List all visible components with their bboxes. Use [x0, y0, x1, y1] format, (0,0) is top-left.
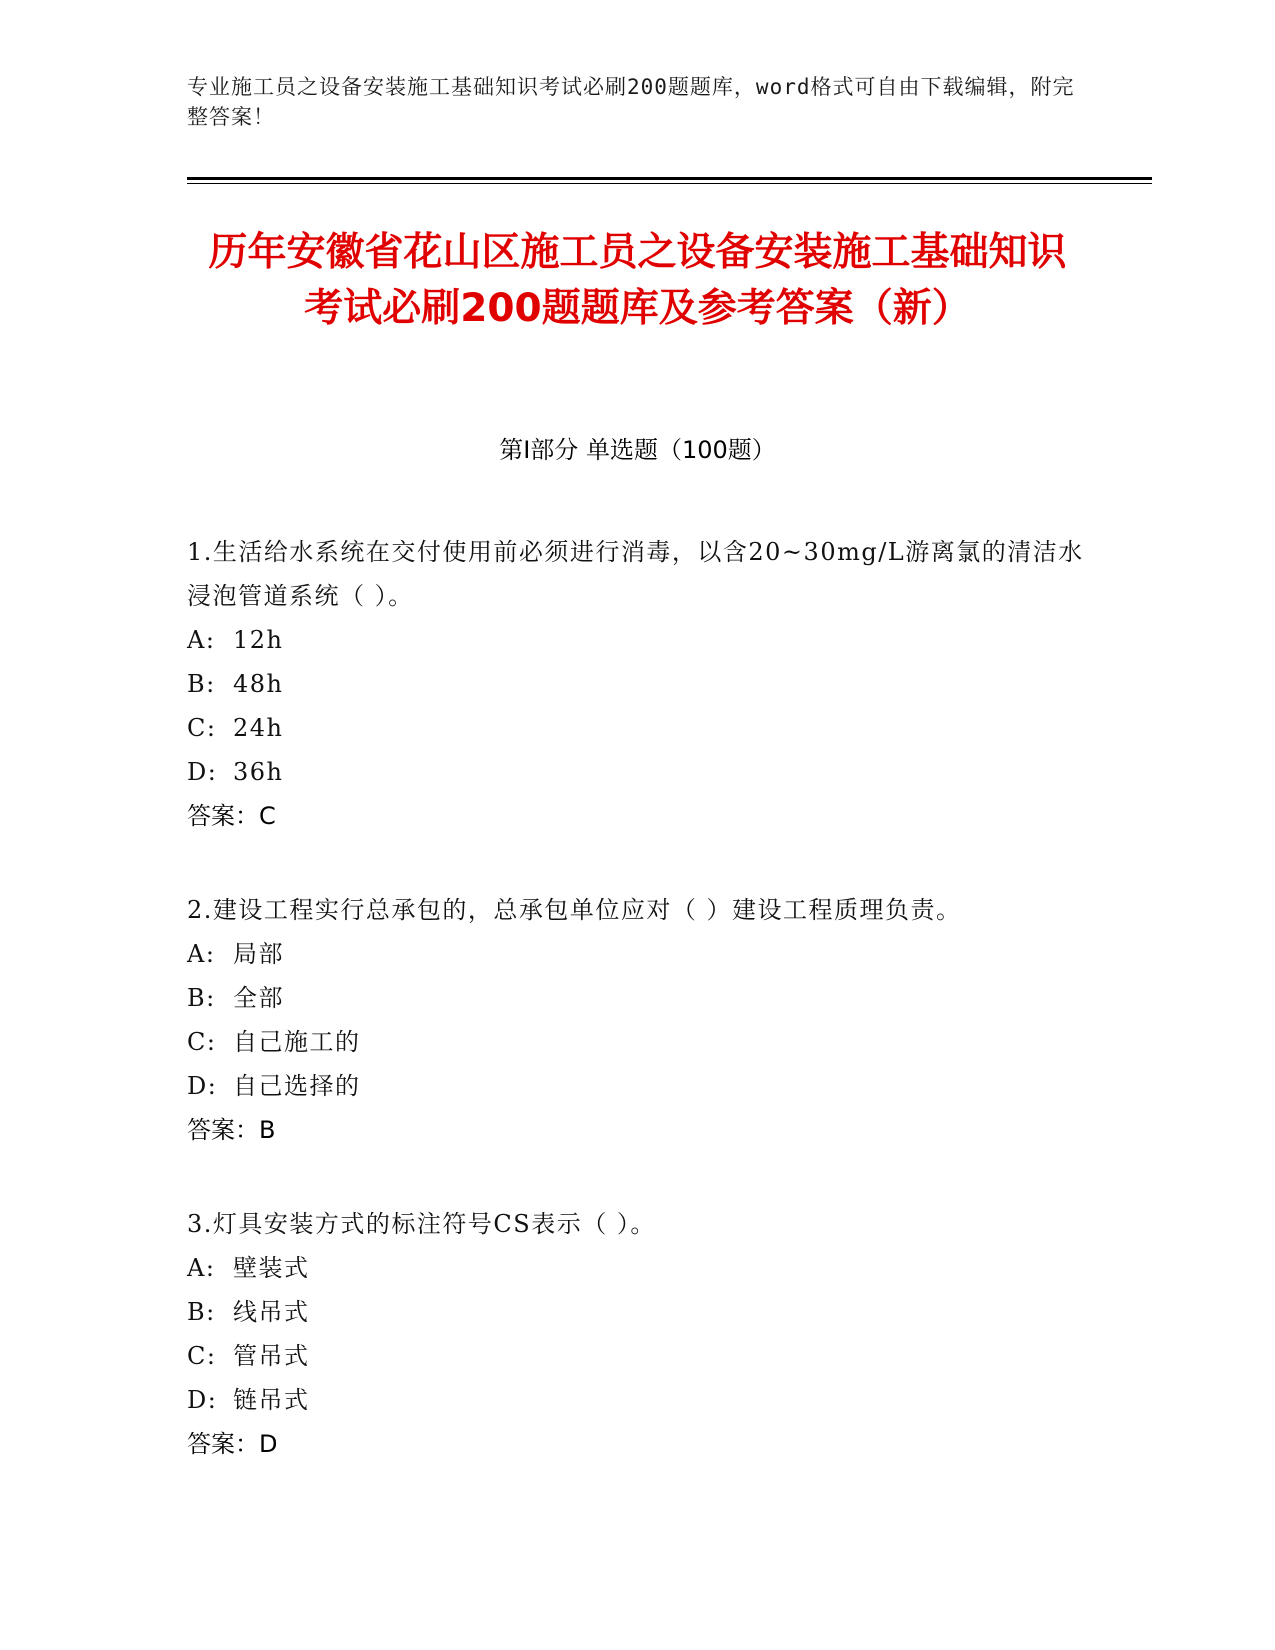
option-key: B:	[187, 670, 216, 698]
option-text: 36h	[233, 758, 284, 786]
option-key: D:	[187, 1386, 218, 1414]
section-heading: 第Ⅰ部分 单选题（100题）	[499, 436, 776, 464]
option-d	[187, 1064, 1087, 1108]
option-d	[187, 750, 1087, 794]
option-text: 自己选择的	[233, 1072, 361, 1100]
header-rule-thick	[187, 177, 1152, 180]
header-note: 专业施工员之设备安装施工基础知识考试必刷200题题库，word格式可自由下载编辑，附完整答案！	[187, 75, 1075, 129]
option-b	[187, 662, 1087, 706]
option-text: 管吊式	[233, 1342, 310, 1370]
option-key: D:	[187, 758, 218, 786]
option-text: 壁装式	[233, 1254, 310, 1282]
option-key: C:	[187, 1028, 217, 1056]
question-1	[187, 530, 1087, 838]
option-text: 局部	[233, 940, 284, 968]
option-key: A:	[187, 626, 216, 654]
header-rule-thin	[187, 183, 1152, 184]
option-c	[187, 706, 1087, 750]
option-a	[187, 1246, 1087, 1290]
question-stem: 3.灯具安装方式的标注符号CS表示（ ）。	[187, 1210, 656, 1238]
document-title: 历年安徽省花山区施工员之设备安装施工基础知识考试必刷200题题库及参考答案（新）	[208, 230, 1067, 331]
option-a	[187, 932, 1087, 976]
question-2	[187, 888, 1087, 1152]
option-d	[187, 1378, 1087, 1422]
question-list	[187, 530, 1087, 1516]
option-b	[187, 1290, 1087, 1334]
option-text: 链吊式	[233, 1386, 310, 1414]
option-key: D:	[187, 1072, 218, 1100]
option-text: 全部	[233, 984, 284, 1012]
option-key: C:	[187, 714, 217, 742]
question-stem: 1.生活给水系统在交付使用前必须进行消毒，以含20~30mg/L游离氯的清洁水浸泡管道系统（ ）。	[187, 538, 1084, 610]
option-text: 自己施工的	[233, 1028, 361, 1056]
option-text: 线吊式	[233, 1298, 310, 1326]
answer: 答案：D	[187, 1430, 278, 1458]
answer: 答案：B	[187, 1116, 276, 1144]
option-b	[187, 976, 1087, 1020]
option-key: B:	[187, 984, 216, 1012]
option-key: A:	[187, 940, 216, 968]
option-key: B:	[187, 1298, 216, 1326]
option-text: 24h	[233, 714, 284, 742]
option-key: C:	[187, 1342, 217, 1370]
option-a	[187, 618, 1087, 662]
answer: 答案：C	[187, 802, 276, 830]
question-stem: 2.建设工程实行总承包的，总承包单位应对（ ）建设工程质理负责。	[187, 896, 962, 924]
option-text: 12h	[233, 626, 284, 654]
option-c	[187, 1020, 1087, 1064]
option-c	[187, 1334, 1087, 1378]
option-text: 48h	[233, 670, 284, 698]
option-key: A:	[187, 1254, 216, 1282]
question-3	[187, 1202, 1087, 1466]
